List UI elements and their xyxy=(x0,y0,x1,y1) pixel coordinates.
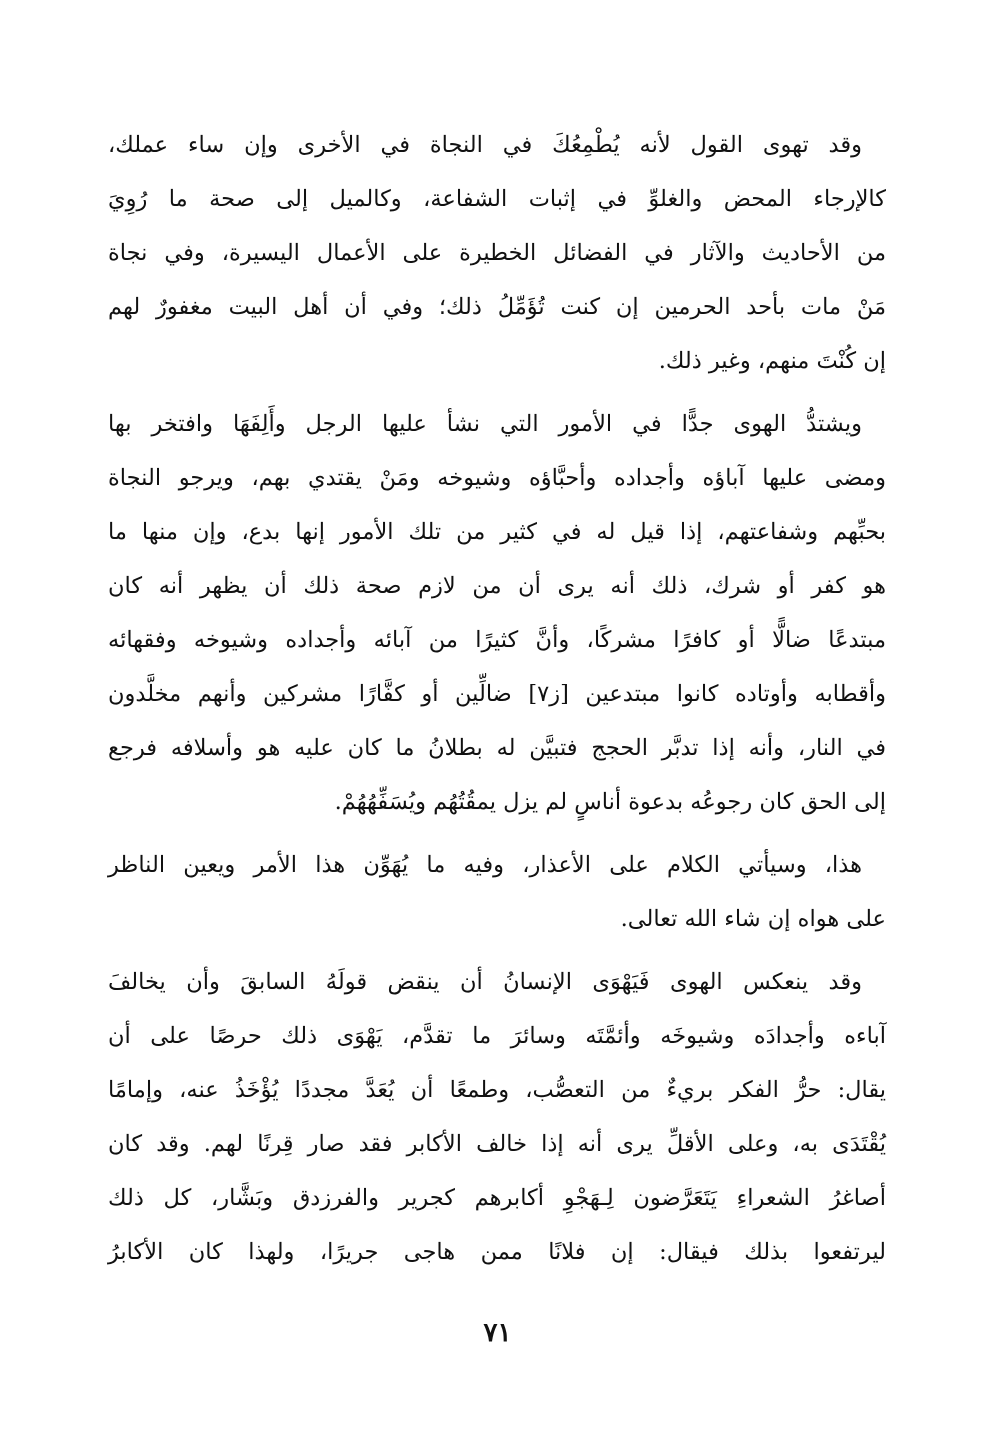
paragraph-3 xyxy=(108,838,886,946)
text-line: ليرتفعوا بذلك فيقال: إن فلانًا ممن هاجى جريرًا، ولهذا كان الأكابرُ xyxy=(108,1239,886,1265)
text-line: يُقْتَدَى به، وعلى الأقلِّ يرى أنه إذا خالف الأكابر فقد صار قِرنًا لهم. وقد كان xyxy=(108,1131,886,1157)
text-line: ويشتدُّ الهوى جدًّا في الأمور التي نشأ عليها الرجل وأَلِفَهَا وافتخر بها xyxy=(108,411,862,437)
paragraph-2 xyxy=(108,397,886,829)
text-line: كالإرجاء المحض والغلوِّ في إثبات الشفاعة، وكالميل إلى صحة ما رُوِيَ xyxy=(108,186,886,212)
text-line: بحبِّهم وشفاعتهم، إذا قيل له في كثير من تلك الأمور إنها بدع، وإن منها ما xyxy=(108,519,886,545)
text-line: أصاغرُ الشعراءِ يَتَعَرَّضون لِـهَجْوِ أكابرهم كجرير والفرزدق وبَشَّار، كل ذلك xyxy=(108,1185,886,1211)
text-line: من الأحاديث والآثار في الفضائل الخطيرة على الأعمال اليسيرة، وفي نجاة xyxy=(108,240,886,266)
text-line: وأقطابه وأوتاده كانوا مبتدعين [ز٧] ضالِّين أو كفَّارًا مشركين وأنهم مخلَّدون xyxy=(108,681,886,707)
text-line: مبتدعًا ضالًّا أو كافرًا مشركًا، وأنَّ كثيرًا من آبائه وأجداده وشيوخه وفقهائه xyxy=(108,627,886,653)
text-line: هذا، وسيأتي الكلام على الأعذار، وفيه ما يُهَوِّن هذا الأمر ويعين الناظر xyxy=(108,852,862,878)
body-text xyxy=(108,118,886,1279)
text-line: مَنْ مات بأحد الحرمين إن كنت تُؤَمِّلُ ذلك؛ وفي أن أهل البيت مغفورٌ لهم xyxy=(108,294,886,320)
text-line: إن كُنْتَ منهم، وغير ذلك. xyxy=(658,348,886,374)
text-line: ومضى عليها آباؤه وأجداده وأحبَّاؤه وشيوخه ومَنْ يقتدي بهم، ويرجو النجاة xyxy=(108,465,886,491)
text-line: آباءه وأجدادَه وشيوخَه وأئمَّتَه وسائرَ ما تقدَّم، يَهْوَى ذلك حرصًا على أن xyxy=(108,1023,886,1049)
text-line: هو كفر أو شرك، ذلك أنه يرى أن من لازم صحة ذلك أن يظهر أنه كان xyxy=(108,573,886,599)
paragraph-4 xyxy=(108,955,886,1279)
paragraph-1 xyxy=(108,118,886,388)
text-line: وقد ينعكس الهوى فَيَهْوَى الإنسانُ أن ينقض قولَهُ السابقَ وأن يخالفَ xyxy=(108,969,862,995)
text-line: وقد تهوى القول لأنه يُطْمِعُكَ في النجاة في الأخرى وإن ساء عملك، xyxy=(108,132,862,158)
text-line: يقال: حرُّ الفكر بريءٌ من التعصُّب، وطمعًا أن يُعَدَّ مجددًا يُؤْخَذُ عنه، وإمامًا xyxy=(108,1077,886,1103)
text-line: إلى الحق كان رجوعُه بدعوة أناسٍ لم يزل يمقُتُهُم ويُسَفِّهُهُمْ. xyxy=(334,789,886,815)
text-line: في النار، وأنه إذا تدبَّر الحجج فتبيَّن له بطلانُ ما كان عليه هو وأسلافه فرجع xyxy=(108,735,886,761)
text-line: على هواه إن شاء الله تعالى. xyxy=(620,906,886,932)
page-number: ٧١ xyxy=(483,1318,512,1348)
